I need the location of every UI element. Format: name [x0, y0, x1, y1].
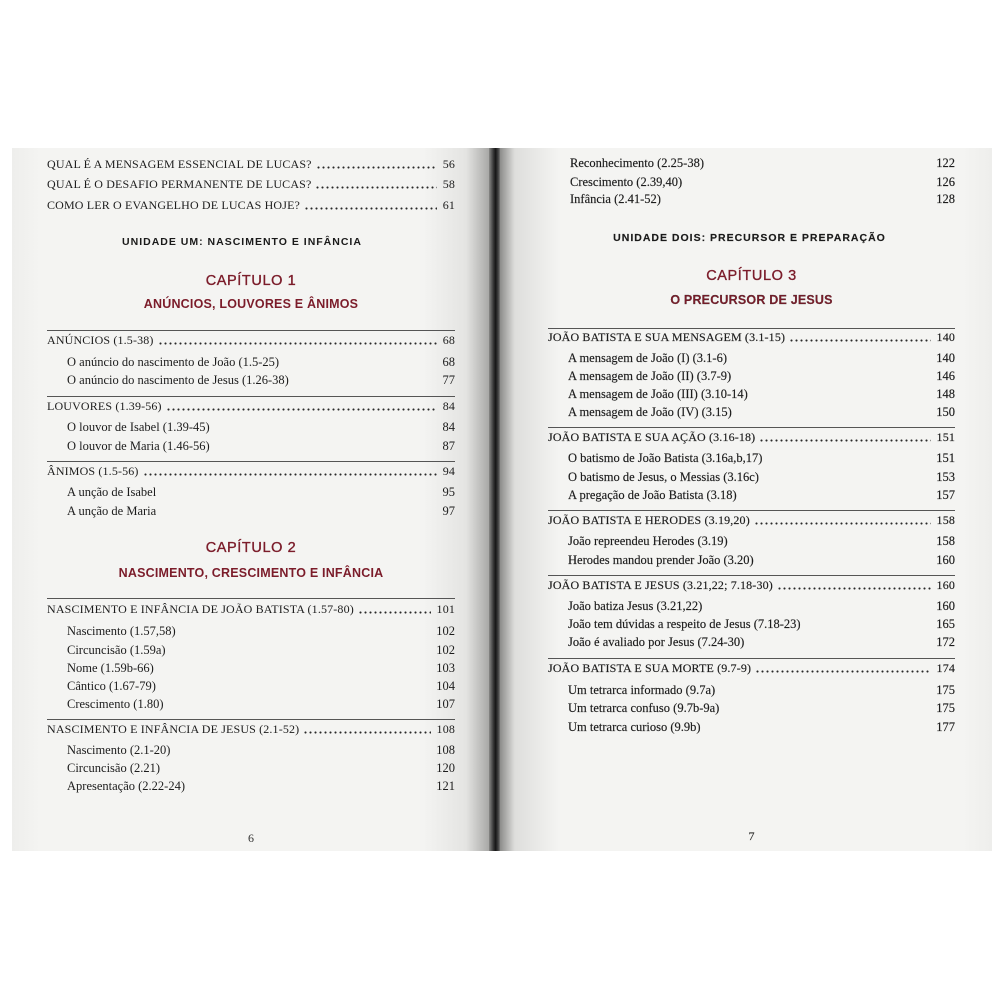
subsection-page: 175 — [936, 683, 955, 697]
dot-leader — [143, 473, 437, 476]
subsection-title: Crescimento (2.39,40) — [570, 175, 683, 189]
subsection-entry — [67, 778, 455, 794]
dot-leader — [316, 166, 437, 169]
subsection-title: Crescimento (1.80) — [67, 697, 164, 711]
subsection-title: João tem dúvidas a respeito de Jesus (7.18-23) — [568, 617, 801, 631]
subsection-page: 108 — [436, 743, 455, 757]
subsection-page: 121 — [436, 779, 455, 793]
section-divider — [548, 427, 955, 428]
section-entry — [47, 721, 455, 737]
subsection-page: 122 — [936, 156, 955, 170]
subsection-entry — [568, 719, 955, 735]
subsection-page: 68 — [442, 355, 455, 369]
subsection-entry — [67, 623, 455, 639]
subsection-entry — [67, 354, 455, 370]
section-page: 108 — [436, 722, 455, 736]
subsection-title: O batismo de Jesus, o Messias (3.16c) — [568, 470, 759, 484]
subsection-page: 120 — [436, 761, 455, 775]
subsection-entry — [568, 634, 955, 650]
section-entry — [548, 577, 955, 593]
section-entry — [47, 463, 455, 479]
section-page: 94 — [442, 464, 455, 478]
subsection-page: 97 — [442, 504, 455, 518]
section-divider — [548, 575, 955, 576]
subsection-title: A unção de Isabel — [67, 485, 157, 499]
subsection-entry — [67, 419, 455, 435]
subsection-title: João batiza Jesus (3.21,22) — [568, 599, 703, 613]
section-divider — [47, 598, 455, 599]
dot-leader — [303, 731, 430, 734]
section-entry — [548, 429, 955, 445]
toc-entry-page: 56 — [442, 157, 455, 171]
subsection-entry — [67, 484, 455, 500]
chapter-title: ANÚNCIOS, LOUVORES E ÂNIMOS — [143, 297, 359, 311]
subsection-page: 77 — [442, 373, 455, 387]
subsection-title: Um tetrarca informado (9.7a) — [568, 683, 716, 697]
left-page — [12, 148, 490, 851]
chapter-title: O PRECURSOR DE JESUS — [670, 293, 833, 307]
section-page: 68 — [442, 333, 455, 347]
subsection-entry — [568, 682, 955, 698]
subsection-entry — [67, 438, 455, 454]
dot-leader — [789, 339, 930, 342]
toc-entry — [47, 156, 455, 172]
subsection-title: A unção de Maria — [67, 504, 157, 518]
subsection-title: João é avaliado por Jesus (7.24-30) — [568, 635, 745, 649]
subsection-entry — [67, 642, 455, 658]
section-divider — [47, 461, 455, 462]
subsection-entry — [67, 760, 455, 776]
dot-leader — [358, 611, 431, 614]
chapter-number: CAPÍTULO 2 — [205, 540, 297, 556]
section-page: 101 — [436, 602, 455, 616]
subsection-page: 146 — [936, 369, 955, 383]
section-title: JOÃO BATISTA E SUA MENSAGEM (3.1-15) — [548, 330, 786, 344]
dot-leader — [759, 439, 930, 442]
section-title: JOÃO BATISTA E SUA MORTE (9.7-9) — [548, 661, 752, 675]
section-title: NASCIMENTO E INFÂNCIA DE JESUS (2.1-52) — [47, 722, 300, 736]
subsection-title: O louvor de Isabel (1.39-45) — [67, 420, 210, 434]
section-page: 158 — [936, 513, 955, 527]
subsection-entry — [568, 404, 955, 420]
section-page: 151 — [936, 430, 955, 444]
subsection-entry — [568, 598, 955, 614]
page-number: 7 — [748, 829, 755, 843]
section-entry — [548, 512, 955, 528]
section-entry — [47, 398, 455, 414]
page-number: 6 — [248, 831, 254, 845]
subsection-entry — [568, 469, 955, 485]
subsection-page: 126 — [936, 175, 955, 189]
toc-entry-title: QUAL É A MENSAGEM ESSENCIAL DE LUCAS? — [47, 157, 312, 171]
subsection-title: Nascimento (1.57,58) — [67, 624, 176, 638]
subsection-page: 151 — [936, 451, 955, 465]
subsection-entry — [568, 487, 955, 503]
subsection-page: 102 — [436, 624, 455, 638]
subsection-entry — [568, 450, 955, 466]
subsection-title: O batismo de João Batista (3.16a,b,17) — [568, 451, 763, 465]
chapter-number: CAPÍTULO 3 — [706, 268, 797, 284]
subsection-page: 160 — [936, 553, 955, 567]
subsection-page: 177 — [936, 720, 955, 734]
subsection-page: 148 — [936, 387, 955, 401]
subsection-title: O anúncio do nascimento de Jesus (1.26-38) — [67, 373, 289, 387]
subsection-title: Reconhecimento (2.25-38) — [570, 156, 704, 170]
subsection-title: Um tetrarca confuso (9.7b-9a) — [568, 701, 720, 715]
subsection-entry — [568, 350, 955, 366]
subsection-title: A mensagem de João (II) (3.7-9) — [568, 369, 732, 383]
subsection-entry — [568, 368, 955, 384]
section-divider — [548, 510, 955, 511]
subsection-page: 104 — [436, 679, 455, 693]
subsection-title: João repreendeu Herodes (3.19) — [568, 534, 728, 548]
subsection-page: 128 — [936, 192, 955, 206]
subsection-entry — [570, 155, 955, 171]
subsection-title: Herodes mandou prender João (3.20) — [568, 553, 754, 567]
subsection-title: Um tetrarca curioso (9.9b) — [568, 720, 701, 734]
toc-entry-page: 58 — [442, 177, 455, 191]
section-title: JOÃO BATISTA E JESUS (3.21,22; 7.18-30) — [548, 578, 773, 592]
toc-entry-page: 61 — [442, 198, 455, 212]
dot-leader — [777, 587, 931, 590]
section-title: JOÃO BATISTA E HERODES (3.19,20) — [548, 513, 750, 527]
section-divider — [548, 658, 955, 659]
section-entry — [47, 601, 455, 617]
section-title: LOUVORES (1.39-56) — [47, 399, 162, 413]
subsection-page: 150 — [936, 405, 955, 419]
section-title: JOÃO BATISTA E SUA AÇÃO (3.16-18) — [548, 430, 756, 444]
dot-leader — [304, 207, 437, 210]
subsection-page: 103 — [436, 661, 455, 675]
subsection-title: Circuncisão (1.59a) — [67, 643, 166, 657]
subsection-page: 102 — [436, 643, 455, 657]
subsection-title: Apresentação (2.22-24) — [67, 779, 186, 793]
subsection-entry — [67, 503, 455, 519]
section-divider — [47, 719, 455, 720]
subsection-entry — [570, 174, 955, 190]
unit-title: UNIDADE UM: NASCIMENTO E INFÂNCIA — [122, 236, 362, 248]
subsection-title: O louvor de Maria (1.46-56) — [67, 439, 210, 453]
subsection-page: 107 — [436, 697, 455, 711]
dot-leader — [166, 408, 437, 411]
dot-leader — [754, 522, 931, 525]
section-entry — [548, 329, 955, 345]
section-divider — [47, 330, 455, 331]
section-page: 140 — [936, 330, 955, 344]
subsection-page: 158 — [936, 534, 955, 548]
section-title: NASCIMENTO E INFÂNCIA DE JOÃO BATISTA (1.57-80) — [47, 602, 354, 616]
subsection-page: 165 — [936, 617, 955, 631]
subsection-title: Infância (2.41-52) — [570, 192, 661, 206]
chapter-number: CAPÍTULO 1 — [205, 273, 297, 289]
dot-leader — [755, 670, 930, 673]
subsection-page: 160 — [936, 599, 955, 613]
subsection-entry — [67, 742, 455, 758]
subsection-title: Cântico (1.67-79) — [67, 679, 156, 693]
dot-leader — [158, 342, 437, 345]
subsection-page: 157 — [936, 488, 955, 502]
subsection-entry — [568, 386, 955, 402]
subsection-title: A mensagem de João (III) (3.10-14) — [568, 387, 748, 401]
dot-leader — [315, 186, 436, 189]
section-page: 84 — [442, 399, 455, 413]
section-entry — [47, 332, 455, 348]
unit-title: UNIDADE DOIS: PRECURSOR E PREPARAÇÃO — [613, 232, 886, 244]
section-title: ÂNIMOS (1.5-56) — [47, 464, 139, 478]
subsection-page: 84 — [442, 420, 455, 434]
subsection-title: Nascimento (2.1-20) — [67, 743, 171, 757]
subsection-entry — [67, 678, 455, 694]
section-title: ANÚNCIOS (1.5-38) — [47, 333, 154, 347]
section-divider — [47, 396, 455, 397]
subsection-page: 175 — [936, 701, 955, 715]
subsection-entry — [570, 191, 955, 207]
toc-entry — [47, 197, 455, 213]
toc-entry-title: COMO LER O EVANGELHO DE LUCAS HOJE? — [47, 198, 301, 212]
subsection-page: 87 — [442, 439, 455, 453]
subsection-page: 140 — [936, 351, 955, 365]
subsection-entry — [568, 700, 955, 716]
subsection-entry — [67, 372, 455, 388]
subsection-entry — [67, 696, 455, 712]
subsection-page: 172 — [936, 635, 955, 649]
subsection-entry — [568, 552, 955, 568]
subsection-entry — [67, 660, 455, 676]
subsection-title: Circuncisão (2.21) — [67, 761, 161, 775]
subsection-title: A mensagem de João (IV) (3.15) — [568, 405, 732, 419]
section-page: 160 — [936, 578, 955, 592]
right-page — [500, 148, 992, 851]
toc-entry — [47, 176, 455, 192]
subsection-entry — [568, 533, 955, 549]
subsection-title: Nome (1.59b-66) — [67, 661, 154, 675]
subsection-entry — [568, 616, 955, 632]
subsection-title: A mensagem de João (I) (3.1-6) — [568, 351, 727, 365]
chapter-title: NASCIMENTO, CRESCIMENTO E INFÂNCIA — [118, 566, 384, 580]
subsection-title: O anúncio do nascimento de João (1.5-25) — [67, 355, 280, 369]
subsection-page: 153 — [936, 470, 955, 484]
subsection-title: A pregação de João Batista (3.18) — [568, 488, 737, 502]
toc-entry-title: QUAL É O DESAFIO PERMANENTE DE LUCAS? — [47, 177, 312, 191]
subsection-page: 95 — [442, 485, 455, 499]
section-page: 174 — [936, 661, 955, 675]
section-entry — [548, 660, 955, 676]
